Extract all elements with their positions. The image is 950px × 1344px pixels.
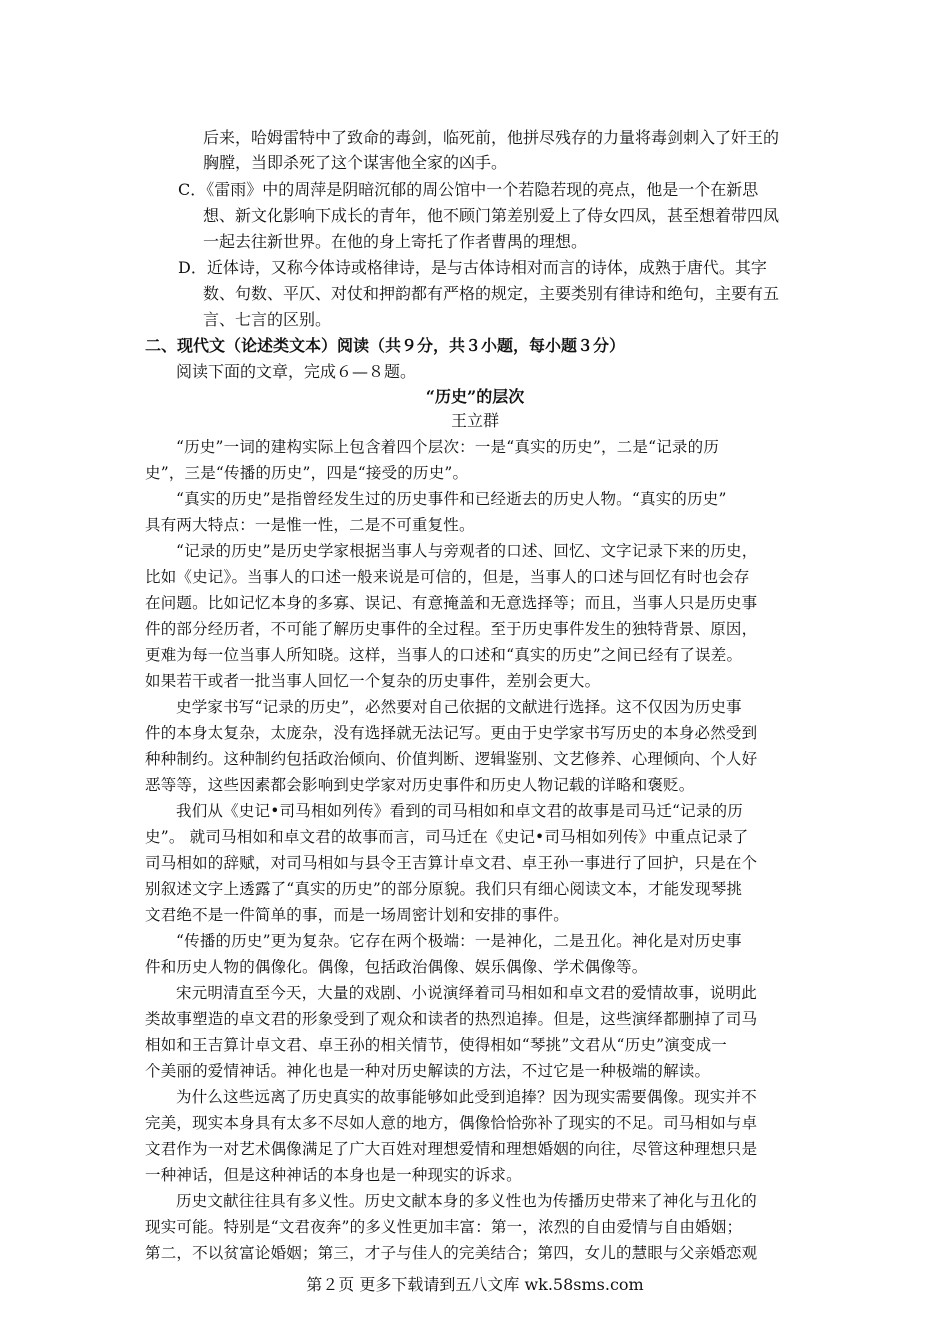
paragraph-line: 件的部分经历者，不可能了解历史事件的全过程。至于历史事件发生的独特背景、原因， (145, 620, 758, 638)
paragraph-line: 我们从《史记•司马相如列传》看到的司马相如和卓文君的故事是司马迁“记录的历 (176, 802, 743, 820)
option-c-line-1: C．《雷雨》中的周萍是阴暗沉郁的周公馆中一个若隐若现的亮点，他是一个在新思 (178, 180, 759, 199)
paragraph-line: 件的本身太复杂，太庞杂，没有选择就无法记写。更由于史学家书写历史的本身必然受到 (145, 724, 758, 742)
paragraph-line: 具有两大特点：一是惟一性，二是不可重复性。 (145, 516, 475, 534)
paragraph-line: 一种神话，但是这种神话的本身也是一种现实的诉求。 (145, 1166, 522, 1184)
paragraph-line: 史学家书写“记录的历史”，必然要对自己依据的文献进行选择。这不仅因为历史事 (176, 698, 742, 716)
option-c-line-2: 想、新文化影响下成长的青年，他不顾门第差别爱上了侍女四凤，甚至想着带四凤 (203, 206, 780, 225)
paragraph-line: 文君绝不是一件简单的事，而是一场周密计划和安排的事件。 (145, 906, 569, 924)
article-title: “历史”的层次 (425, 387, 525, 406)
paragraph-line: “历史”一词的建构实际上包含着四个层次：一是“真实的历史”，二是“记录的历 (176, 438, 720, 456)
instruction-text: 阅读下面的文章，完成６—８题。 (176, 362, 417, 381)
paragraph-line: “传播的历史”更为复杂。它存在两个极端：一是神化，二是丑化。神化是对历史事 (176, 932, 742, 950)
article-author: 王立群 (450, 411, 499, 430)
paragraph-line: 恶等等，这些因素都会影响到史学家对历史事件和历史人物记载的详略和褒贬。 (145, 776, 695, 794)
paragraph-line: 史”。 就司马相如和卓文君的故事而言，司马迁在《史记•司马相如列传》中重点记录了 (145, 828, 749, 846)
option-d-line-2: 数、句数、平仄、对仗和押韵都有严格的规定，主要类别有律诗和绝句，主要有五 (203, 284, 780, 303)
paragraph-line: 别叙述文字上透露了“真实的历史”的部分原貌。我们只有细心阅读文本，才能发现琴挑 (145, 880, 743, 898)
option-d-line-1: D．近体诗，又称今体诗或格律诗，是与古体诗相对而言的诗体，成熟于唐代。其字 (178, 258, 767, 277)
paragraph-line: 司马相如的辞赋，对司马相如与县令王吉算计卓文君、卓王孙一事进行了回护，只是在个 (145, 854, 758, 872)
option-b-line-1: 后来，哈姆雷特中了致命的毒剑，临死前，他拼尽残存的力量将毒剑刺入了奸王的 (203, 128, 780, 147)
paragraph-line: 如果若干或者一批当事人回忆一个复杂的历史事件，差别会更大。 (145, 672, 601, 690)
paragraph-line: 类故事塑造的卓文君的形象受到了观众和读者的热烈追捧。但是，这些演绎都删掉了司马 (145, 1010, 758, 1028)
paragraph-line: 比如《史记》。当事人的口述一般来说是可信的，但是，当事人的口述与回忆有时也会存 (145, 568, 750, 586)
paragraph-line: 历史文献往往具有多义性。历史文献本身的多义性也为传播历史带来了神化与丑化的 (176, 1192, 757, 1210)
page-footer: 第２页 更多下载请到五八文库 wk.58sms.com (306, 1275, 644, 1294)
paragraph-line: 种种制约。这种制约包括政治倾向、价值判断、逻辑鉴别、文艺修养、心理倾向、个人好 (145, 750, 758, 768)
paragraph-line: 现实可能。特别是“文君夜奔”的多义性更加丰富：第一，浓烈的自由爱情与自由婚姻； (145, 1218, 743, 1236)
option-d-line-3: 言、七言的区别。 (203, 310, 332, 329)
paragraph-line: “真实的历史”是指曾经发生过的历史事件和已经逝去的历史人物。“真实的历史” (176, 490, 727, 508)
paragraph-line: 宋元明清直至今天，大量的戏剧、小说演绎着司马相如和卓文君的爱情故事，说明此 (176, 984, 757, 1002)
paragraph-line: 在问题。比如记忆本身的多寡、误记、有意掩盖和无意选择等；而且，当事人只是历史事 (145, 594, 758, 612)
paragraph-line: 为什么这些远离了历史真实的故事能够如此受到追捧？因为现实需要偶像。现实并不 (176, 1088, 757, 1106)
paragraph-line: 相如和王吉算计卓文君、卓王孙的相关情节，使得相如“琴挑”文君从“历史”演变成一 (145, 1036, 727, 1054)
option-b-line-2: 胸膛，当即杀死了这个谋害他全家的凶手。 (203, 153, 508, 172)
paragraph-line: 个美丽的爱情神话。神化也是一种对历史解读的方法，不过它是一种极端的解读。 (145, 1062, 711, 1080)
paragraph-line: “记录的历史”是历史学家根据当事人与旁观者的口述、回忆、文字记录下来的历史， (176, 542, 758, 560)
paragraph-line: 完美，现实本身具有太多不尽如人意的地方，偶像恰恰弥补了现实的不足。司马相如与卓 (145, 1114, 758, 1132)
paragraph-line: 件和历史人物的偶像化。偶像，包括政治偶像、娱乐偶像、学术偶像等。 (145, 958, 648, 976)
section-heading: 二、现代文（论述类文本）阅读（共９分，共３小题，每小题３分） (145, 336, 626, 355)
paragraph-line: 文君作为一对艺术偶像满足了广大百姓对理想爱情和理想婚姻的向往，尽管这种理想只是 (145, 1140, 758, 1158)
paragraph-line: 第二，不以贫富论婚姻；第三，才子与佳人的完美结合；第四，女儿的慧眼与父亲婚恋观 (145, 1244, 758, 1262)
paragraph-line: 史”，三是“传播的历史”，四是“接受的历史”。 (145, 464, 469, 482)
paragraph-line: 更难为每一位当事人所知晓。这样，当事人的口述和“真实的历史”之间已经有了误差。 (145, 646, 743, 664)
option-c-line-3: 一起去往新世界。在他的身上寄托了作者曹禺的理想。 (203, 232, 588, 251)
